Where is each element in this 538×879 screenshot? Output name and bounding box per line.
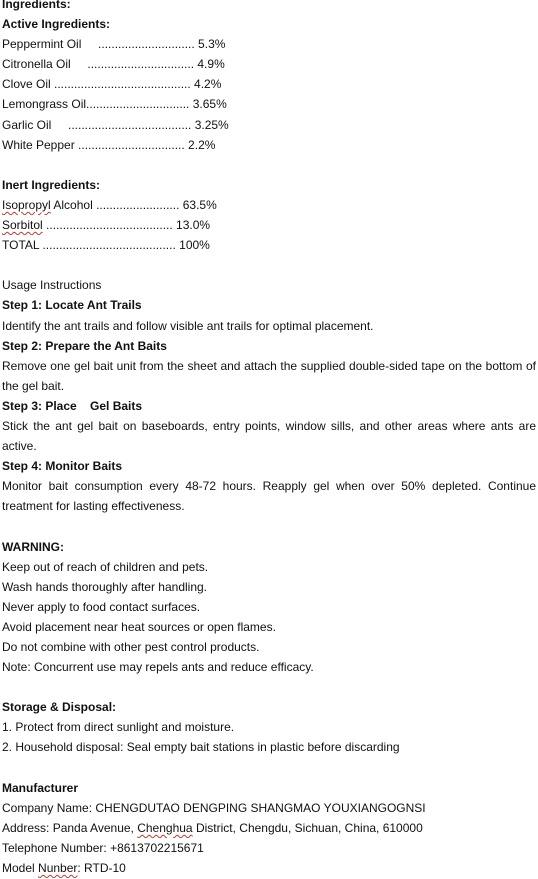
storage-heading: Storage & Disposal: (2, 700, 117, 715)
manufacturer-heading: Manufacturer (2, 780, 79, 795)
spellcheck-word: Isopropyl (2, 197, 51, 212)
ingredient-line: Clove Oil ......................................... 4.2% (2, 77, 222, 92)
warning-item: Do not combine with other pest control products. (2, 640, 260, 654)
manufacturer-company: Company Name: CHENGDUTAO DENGPING SHANGMAO YOUXIANGOGNSI (2, 800, 426, 815)
manufacturer-model (2, 858, 536, 878)
step-1-text: Identify the ant trails and follow visible ant trails for optimal placement. (2, 318, 374, 333)
spellcheck-word: Nunber (38, 861, 78, 876)
step-3-text: Stick the ant gel bait on baseboards, entry points, window sills, and other areas where ants are active. (2, 418, 536, 454)
step-4-title: Step 4: Monitor Baits (2, 459, 123, 474)
model-text: : RTD-10 (77, 861, 126, 876)
document (2, 0, 536, 878)
warning-item: Keep out of reach of children and pets. (2, 559, 209, 574)
ingredient-line: Citronella Oil ................................ 4.9% (2, 57, 225, 72)
step-2-title: Step 2: Prepare the Ant Baits (2, 338, 167, 353)
spacer (2, 677, 536, 697)
spellcheck-word: Chenghua (137, 820, 193, 835)
usage-heading: Usage Instructions (2, 278, 102, 293)
inert-ingredients-heading: Inert Ingredients: (2, 177, 101, 192)
ingredient-line: Lemongrass Oil............................... 3.65% (2, 97, 227, 112)
storage-item: 2. Household disposal: Seal empty bait stations in plastic before discarding (2, 740, 400, 755)
warning-item: Never apply to food contact surfaces. (2, 599, 201, 614)
warning-heading: WARNING: (2, 539, 64, 554)
ingredient-line: Peppermint Oil ............................. 5.3% (2, 37, 226, 52)
spellcheck-word: Sorbitol (2, 218, 43, 233)
active-ingredients-heading: Active Ingredients: (2, 17, 111, 32)
spacer (2, 758, 536, 778)
manufacturer-address (2, 818, 536, 838)
step-1-title: Step 1: Locate Ant Trails (2, 298, 142, 313)
spacer (2, 155, 536, 175)
ingredient-line-sorbitol (2, 215, 536, 235)
spacer (2, 516, 536, 536)
step-4-text: Monitor bait consumption every 48-72 hours. Reapply gel when over 50% depleted. Continue treatment for lasting effectiveness. (2, 479, 536, 514)
ingredient-total: TOTAL ........................................ 100% (2, 238, 210, 253)
address-text: District, Chengdu, Sichuan, China, 610000 (192, 820, 423, 835)
step-2-text: Remove one gel bait unit from the sheet and attach the supplied double-sided tape on the bottom of the gel bait. (2, 358, 536, 393)
warning-item: Wash hands thoroughly after handling. (2, 579, 208, 594)
ingredient-line-isopropyl (2, 195, 536, 215)
manufacturer-telephone: Telephone Number: +8613702215671 (2, 840, 204, 855)
ingredient-line: White Pepper ................................ 2.2% (2, 137, 216, 152)
step-3-title: Step 3: Place Gel Baits (2, 398, 143, 413)
model-text: Model (2, 861, 39, 876)
address-text: Address: Panda Avenue, (2, 820, 138, 835)
ingredient-line-text: ...................................... 13.0% (42, 218, 211, 233)
ingredients-heading: Ingredients: (2, 0, 71, 11)
spacer (2, 255, 536, 275)
ingredient-line-text: Alcohol ......................... 63.5% (50, 197, 217, 212)
warning-item: Avoid placement near heat sources or open flames. (2, 619, 276, 634)
warning-item: Note: Concurrent use may repels ants and reduce efficacy. (2, 660, 314, 675)
storage-item: 1. Protect from direct sunlight and moisture. (2, 720, 235, 735)
ingredient-line: Garlic Oil ..................................... 3.25% (2, 117, 229, 132)
